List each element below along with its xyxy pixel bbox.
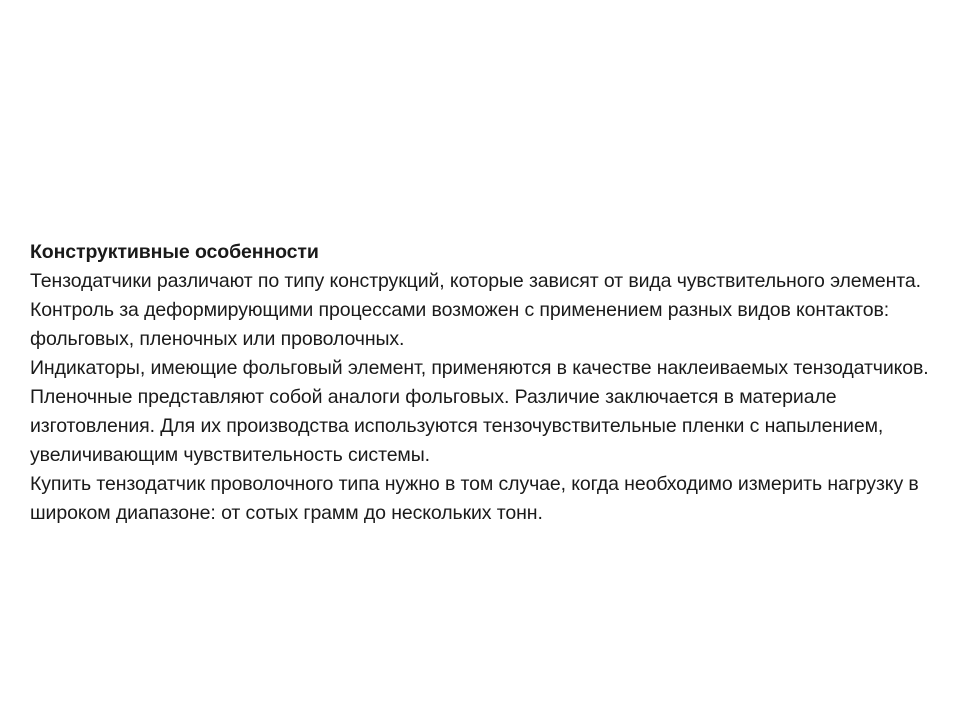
paragraph-foil-film: Индикаторы, имеющие фольговый элемент, применяются в качестве наклеиваемых тензодатчиков. Пленочные представляют собой аналоги фольговых. Различие заключается в материале изготовления. Для их производства используются тензочувствительные пленки с напылением, увеличивающим чувствительность системы. <box>30 357 929 466</box>
paragraph-contact-types: Тензодатчики различают по типу конструкций, которые зависят от вида чувствительного элемента. Контроль за деформирующими процессами возможен с применением разных видов контактов: фольговых, пленочных или проволочных. <box>30 270 921 350</box>
section-heading: Конструктивные особенности <box>30 241 319 263</box>
slide-text-block <box>30 238 930 528</box>
paragraph-wire-type: Купить тензодатчик проволочного типа нужно в том случае, когда необходимо измерить нагрузку в широком диапазоне: от сотых грамм до нескольких тонн. <box>30 473 919 524</box>
